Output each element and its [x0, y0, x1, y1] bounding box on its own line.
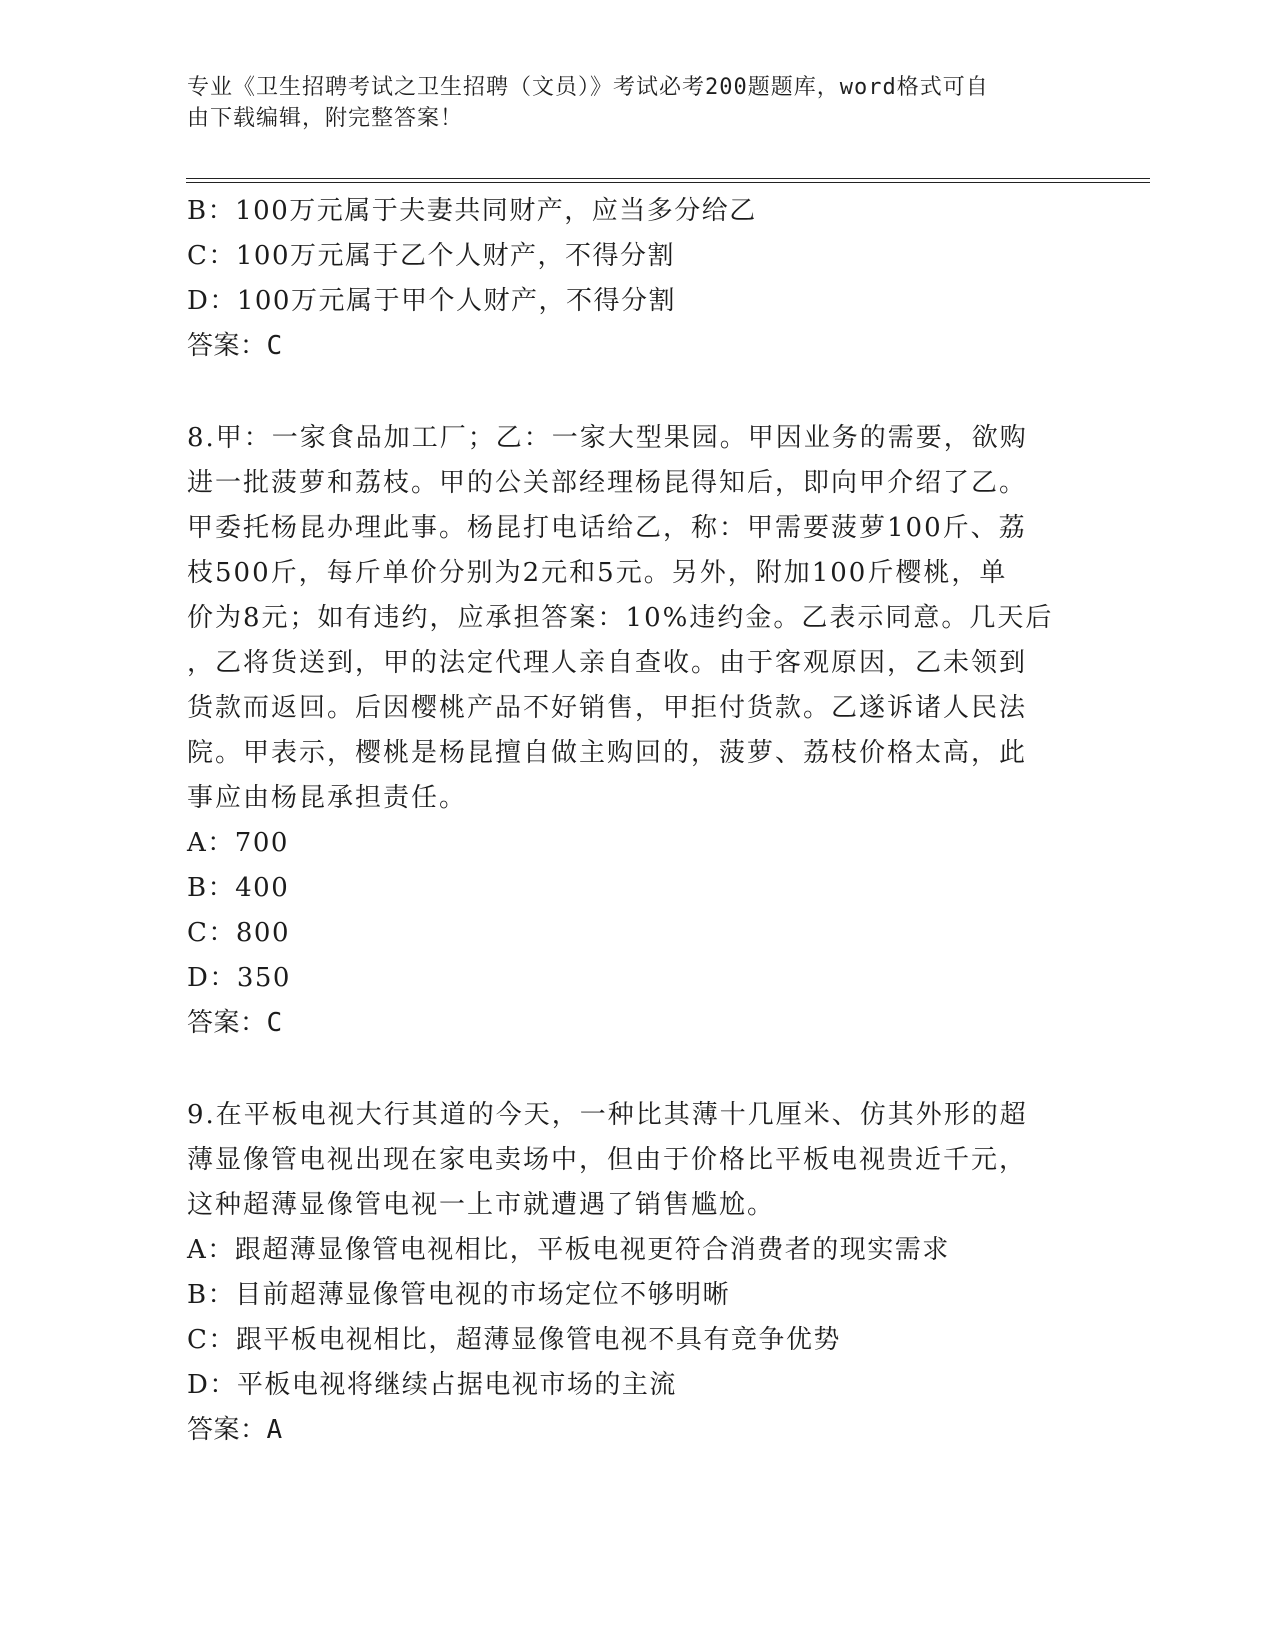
q8-stem-line: ，乙将货送到，甲的法定代理人亲自查收。由于客观原因，乙未领到 [187, 648, 1028, 678]
q8-stem-line: 事应由杨昆承担责任。 [187, 783, 468, 813]
q9-stem [187, 1093, 1087, 1228]
header-rule-bottom [186, 182, 1150, 183]
q9-option-b: B：目前超薄显像管电视的市场定位不够明晰 [187, 1280, 731, 1310]
q9-answer-value: A [266, 1415, 283, 1445]
question-9 [187, 1093, 1087, 1453]
q8-stem-line: 甲委托杨昆办理此事。杨昆打电话给乙，称：甲需要菠萝100斤、荔 [187, 513, 1027, 543]
q8-stem-line: 枝500斤，每斤单价分别为2元和5元。另外，附加100斤樱桃，单 [187, 558, 1008, 588]
document-body [187, 189, 1087, 1453]
q9-answer [187, 1408, 1087, 1453]
q9-stem-line: 这种超薄显像管电视一上市就遭遇了销售尴尬。 [187, 1190, 776, 1220]
q7-answer-value: C [266, 331, 283, 361]
q8-answer [187, 1001, 1087, 1046]
q7-answer-label: 答案： [187, 331, 267, 361]
q9-answer-label: 答案： [187, 1415, 267, 1445]
q8-stem [187, 416, 1087, 821]
q8-stem-line: 8.甲：一家食品加工厂；乙：一家大型果园。甲因业务的需要，欲购 [187, 423, 1028, 453]
question-7 [187, 189, 1087, 369]
q7-option-d: D：100万元属于甲个人财产，不得分割 [187, 286, 676, 316]
q9-stem-line: 薄显像管电视出现在家电卖场中，但由于价格比平板电视贵近千元， [187, 1145, 1028, 1175]
q8-stem-line: 货款而返回。后因樱桃产品不好销售，甲拒付货款。乙遂诉诸人民法 [187, 693, 1028, 723]
q9-option-d: D：平板电视将继续占据电视市场的主流 [187, 1370, 677, 1400]
q8-stem-line: 院。甲表示，樱桃是杨昆擅自做主购回的，菠萝、荔枝价格太高，此 [187, 738, 1028, 768]
q8-stem-line: 进一批菠萝和荔枝。甲的公关部经理杨昆得知后，即向甲介绍了乙。 [187, 468, 1028, 498]
q9-option-c: C：跟平板电视相比，超薄显像管电视不具有竞争优势 [187, 1325, 841, 1355]
q8-option-a: A：700 [187, 828, 289, 858]
question-gap [187, 369, 1087, 416]
q8-answer-label: 答案： [187, 1008, 267, 1038]
q9-option-a: A：跟超薄显像管电视相比，平板电视更符合消费者的现实需求 [187, 1235, 950, 1265]
q7-option-b: B：100万元属于夫妻共同财产，应当多分给乙 [187, 196, 757, 226]
q8-stem-line: 价为8元；如有违约，应承担答案：10%违约金。乙表示同意。几天后 [187, 603, 1054, 633]
q8-option-d: D：350 [187, 963, 291, 993]
question-gap [187, 1046, 1087, 1093]
q7-answer [187, 324, 1087, 369]
q7-option-c: C：100万元属于乙个人财产，不得分割 [187, 241, 676, 271]
header-line-2: 由下载编辑，附完整答案！ [187, 106, 464, 131]
question-8 [187, 416, 1087, 1046]
header-line-1: 专业《卫生招聘考试之卫生招聘（文员）》考试必考200题题库，word格式可自 [187, 75, 989, 100]
q8-option-c: C：800 [187, 918, 291, 948]
q8-answer-value: C [266, 1008, 283, 1038]
q8-option-b: B：400 [187, 873, 290, 903]
header-rule-top [186, 178, 1150, 179]
page-header [187, 72, 1067, 134]
q9-stem-line: 9.在平板电视大行其道的今天，一种比其薄十几厘米、仿其外形的超 [187, 1100, 1028, 1130]
